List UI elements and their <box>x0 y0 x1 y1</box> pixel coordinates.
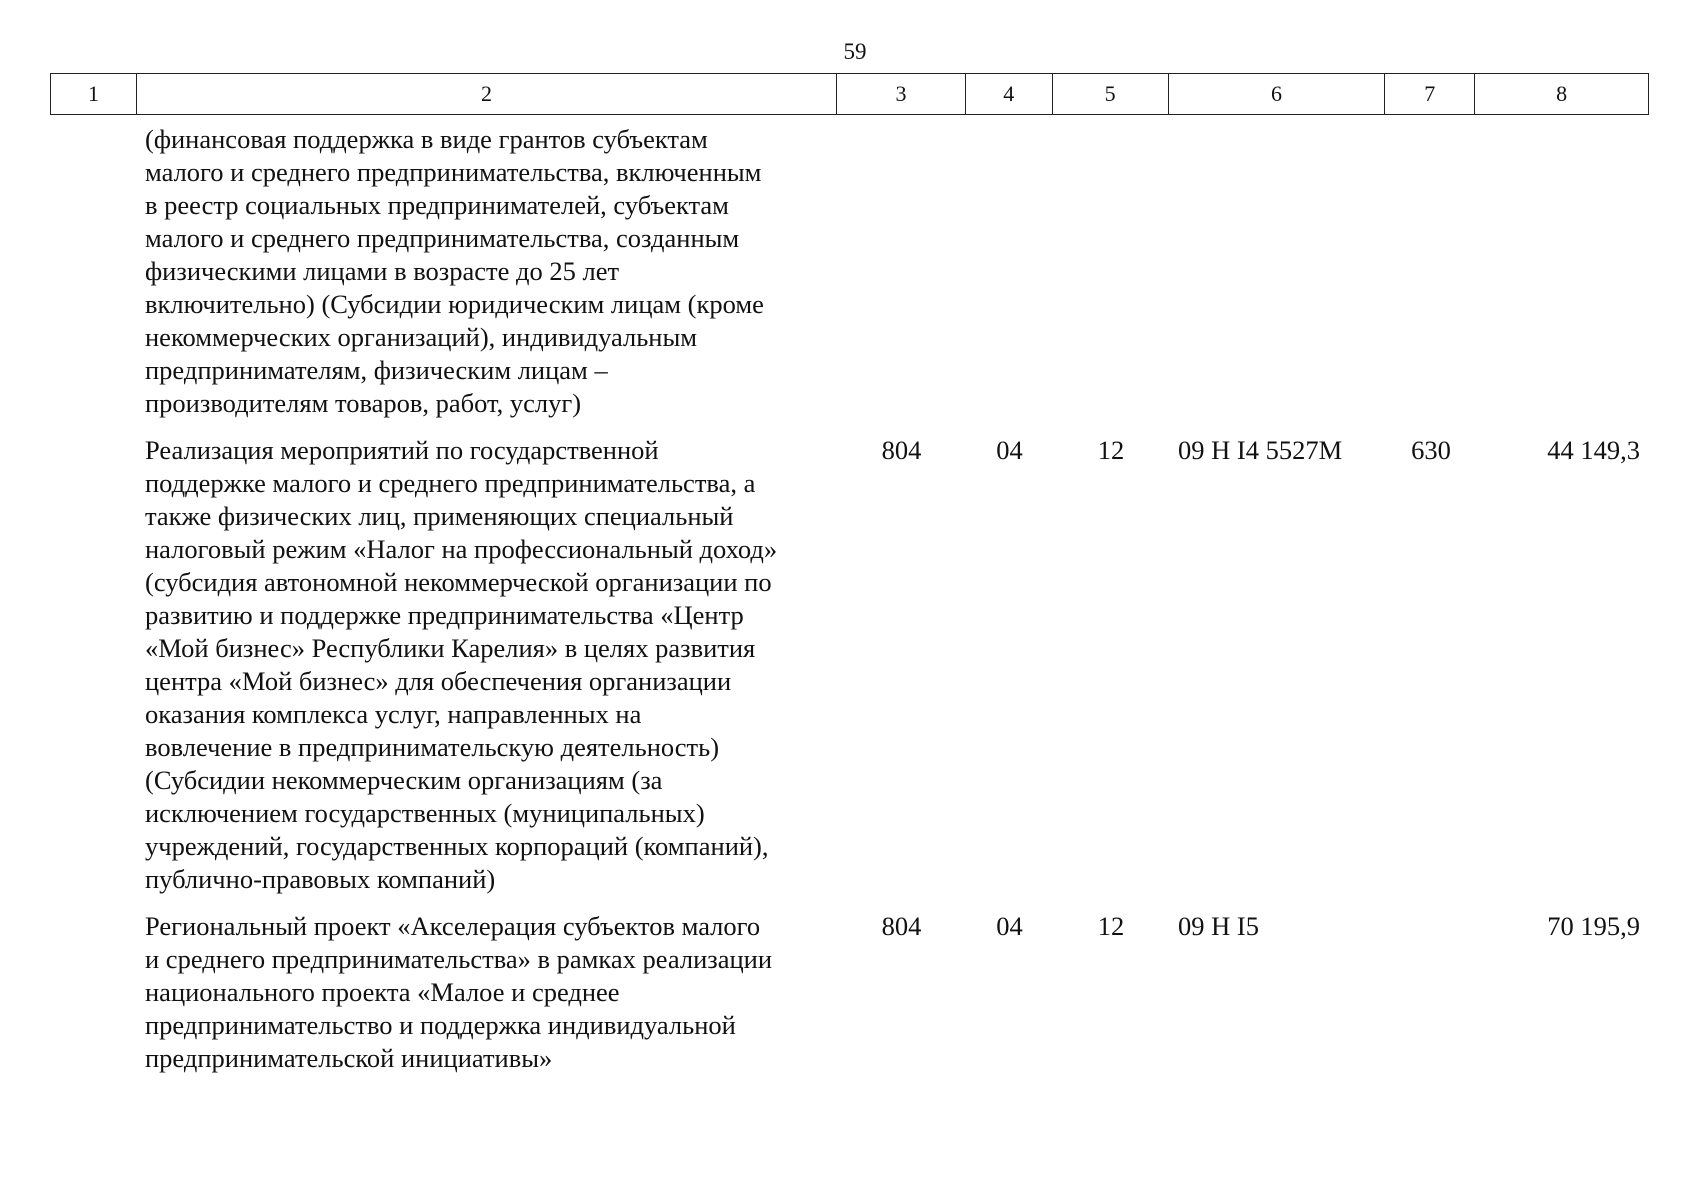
column-header-2: 2 <box>137 74 837 114</box>
column-header-7: 7 <box>1385 74 1475 114</box>
table-row <box>50 910 1649 1075</box>
amount-cell: 70 195,9 <box>1547 911 1640 941</box>
subsection-code-cell <box>1053 123 1169 420</box>
column-header-1: 1 <box>51 74 137 114</box>
row-number-cell <box>50 123 136 420</box>
table-body <box>50 123 1649 1089</box>
section-code-cell: 04 <box>996 911 1023 941</box>
subsection-code-cell: 12 <box>1097 911 1125 941</box>
column-header-8: 8 <box>1556 81 1568 106</box>
amount-cell <box>1476 123 1649 420</box>
table-row <box>50 123 1649 420</box>
amount-cell: 44 149,3 <box>1547 435 1640 465</box>
ministry-code-cell: 804 <box>881 435 922 465</box>
expense-type-cell <box>1386 910 1476 1075</box>
section-code-cell <box>966 123 1053 420</box>
page-number: 59 <box>843 39 867 64</box>
column-header-6: 6 <box>1169 74 1386 114</box>
section-code-cell: 04 <box>996 435 1023 465</box>
column-header-5: 5 <box>1053 74 1169 114</box>
target-article-cell: 09 Н I4 5527М <box>1178 435 1343 465</box>
description-cell: Реализация мероприятий по государственной поддержке малого и среднего предпринимательства, а также физических лиц, применяющих специальный налоговый режим «Налог на профессиональный доход» (субсидия автономной некоммерческой организации по развитию и поддержке предпринимательства «Центр «Мой бизнес» Республики Карелия» в целях развития центра «Мой бизнес» для обеспечения организации оказания комплекса услуг, направленных на вовлечение в предпринимательскую деятельность) (Субсидии некоммерческим организациям (за исключением государственных (муниципальных) учреждений, государственных корпораций (компаний), публично-правовых компаний) <box>145 435 778 894</box>
description-cell: (финансовая поддержка в виде грантов субъектам малого и среднего предпринимательства, включенным в реестр социальных предпринимателей, субъектам малого и среднего предпринимательства, созданным физическими лицами в возрасте до 25 лет включительно) (Субсидии юридическим лицам (кроме некоммерческих организаций), индивидуальным предпринимателям, физическим лицам – производителям товаров, работ, услуг) <box>145 124 764 418</box>
target-article-cell <box>1169 123 1386 420</box>
expense-type-cell: 630 <box>1411 435 1451 465</box>
row-number-cell <box>50 434 136 896</box>
column-header-3: 3 <box>837 74 966 114</box>
ministry-code-cell <box>837 123 966 420</box>
expense-type-cell <box>1386 123 1476 420</box>
table-header-row <box>50 73 1649 115</box>
column-header-4: 4 <box>966 74 1053 114</box>
ministry-code-cell: 804 <box>881 911 922 941</box>
description-cell: Региональный проект «Акселерация субъектов малого и среднего предпринимательства» в рамках реализации национального проекта «Малое и среднее предпринимательство и поддержка индивидуальной предпринимательской инициативы» <box>145 911 773 1073</box>
target-article-cell: 09 Н I5 <box>1178 911 1259 941</box>
subsection-code-cell: 12 <box>1097 435 1125 465</box>
row-number-cell <box>50 910 136 1075</box>
table-row <box>50 434 1649 896</box>
